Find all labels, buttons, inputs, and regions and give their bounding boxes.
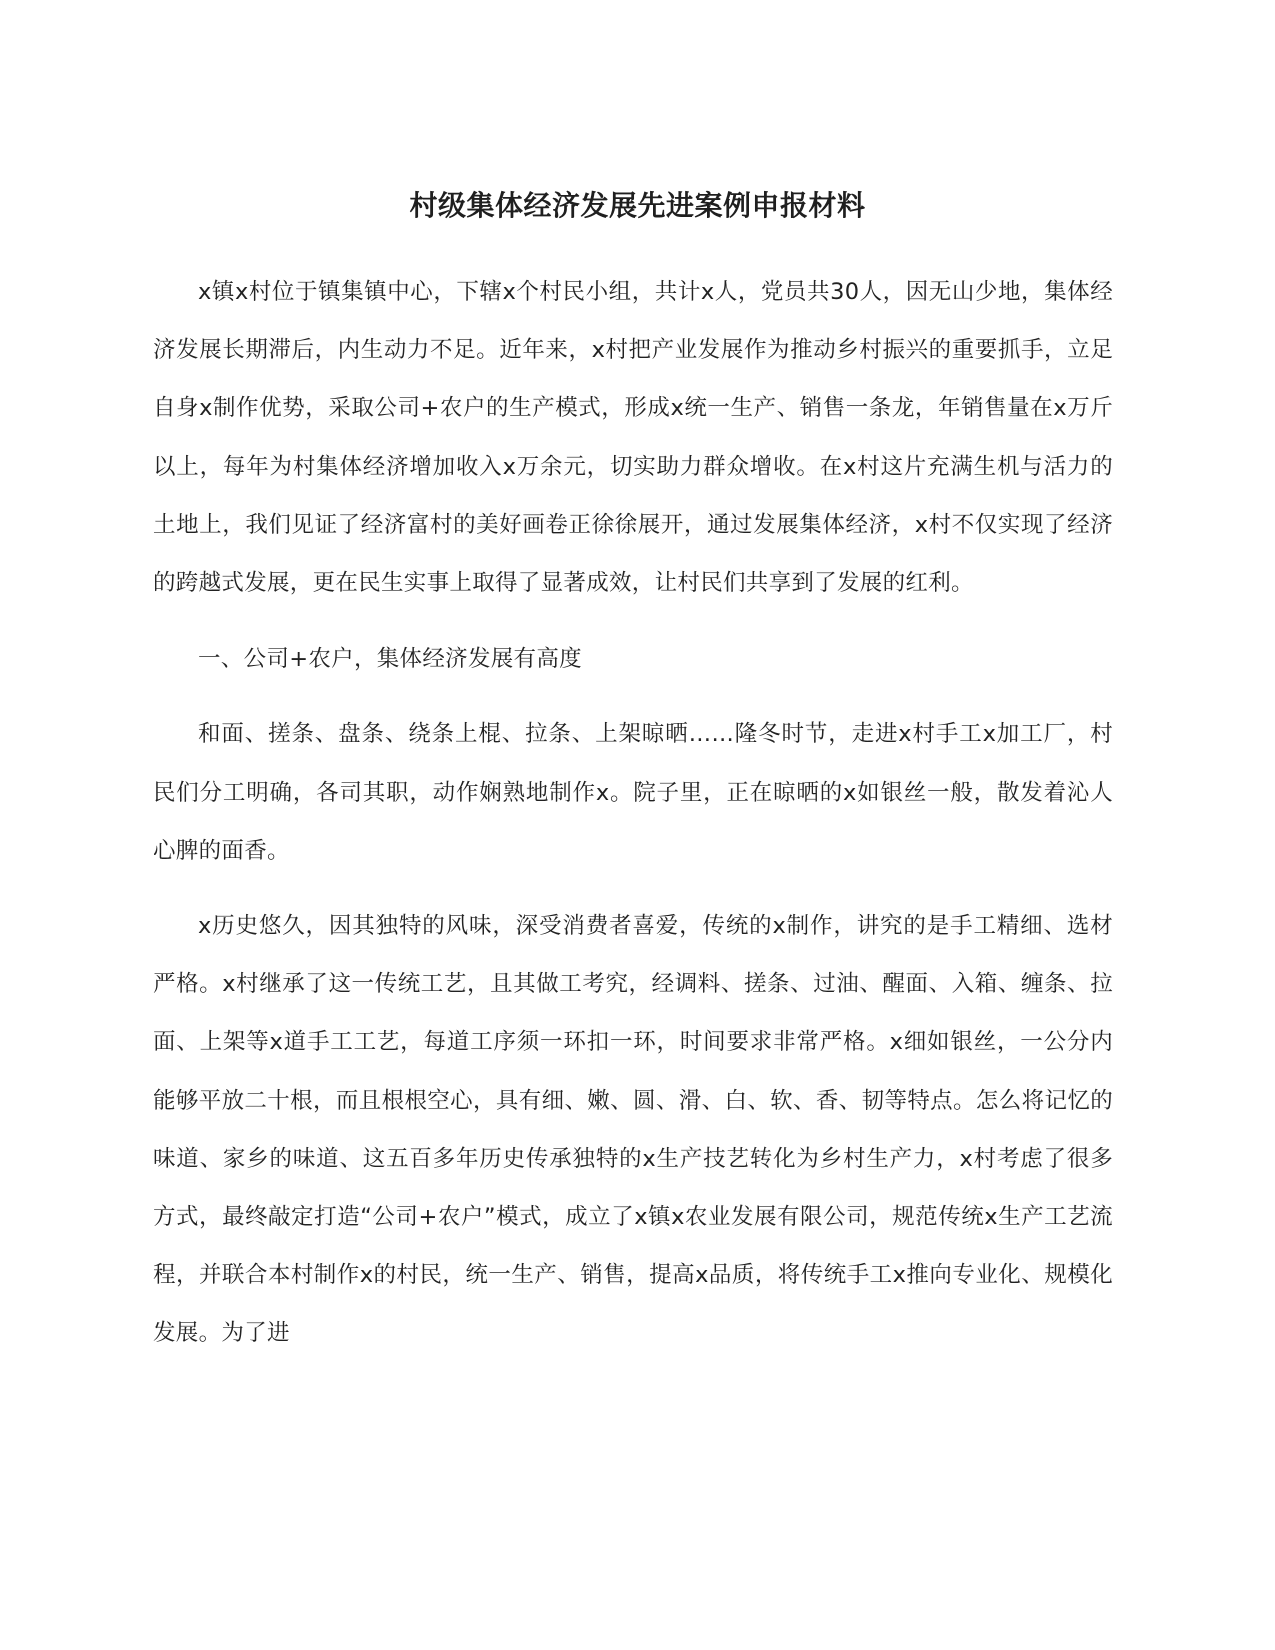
craft-scene-paragraph: 和面、搓条、盘条、绕条上棍、拉条、上架晾晒……隆冬时节，走进x村手工x加工厂，村民们分工明确，各司其职，动作娴熟地制作x。院子里，正在晾晒的x如银丝一般，散发着沁人心脾的面香。 — [153, 721, 1113, 864]
history-paragraph: x历史悠久，因其独特的风味，深受消费者喜爱，传统的x制作，讲究的是手工精细、选材严格。x村继承了这一传统工艺，且其做工考究，经调料、搓条、过油、醒面、入箱、缠条、拉面、上架等x道手工工艺，每道工序须一环扣一环，时间要求非常严格。x细如银丝，一公分内能够平放二十根，而且根根空心，具有细、嫩、圆、滑、白、软、香、韧等特点。怎么将记忆的味道、家乡的味道、这五百多年历史传承独特的x生产技艺转化为乡村生产力，x村考虑了很多方式，最终敲定打造“公司+农户”模式，成立了x镇x农业发展有限公司，规范传统x生产工艺流程，并联合本村制作x的村民，统一生产、销售，提高x品质，将传统手工x推向专业化、规模化发展。为了进 — [153, 913, 1113, 1347]
intro-paragraph: x镇x村位于镇集镇中心，下辖x个村民小组，共计x人，党员共30人，因无山少地，集体经济发展长期滞后，内生动力不足。近年来，x村把产业发展作为推动乡村振兴的重要抓手，立足自身x制作优势，采取公司+农户的生产模式，形成x统一生产、销售一条龙，年销售量在x万斤以上，每年为村集体经济增加收入x万余元，切实助力群众增收。在x村这片充满生机与活力的土地上，我们见证了经济富村的美好画卷正徐徐展开，通过发展集体经济，x村不仅实现了经济的跨越式发展，更在民生实事上取得了显著成效，让村民们共享到了发展的红利。 — [153, 279, 1113, 597]
document-title: 村级集体经济发展先进案例申报材料 — [409, 189, 866, 222]
section-heading-1: 一、公司+农户，集体经济发展有高度 — [198, 646, 582, 673]
document-body — [153, 263, 1113, 1363]
